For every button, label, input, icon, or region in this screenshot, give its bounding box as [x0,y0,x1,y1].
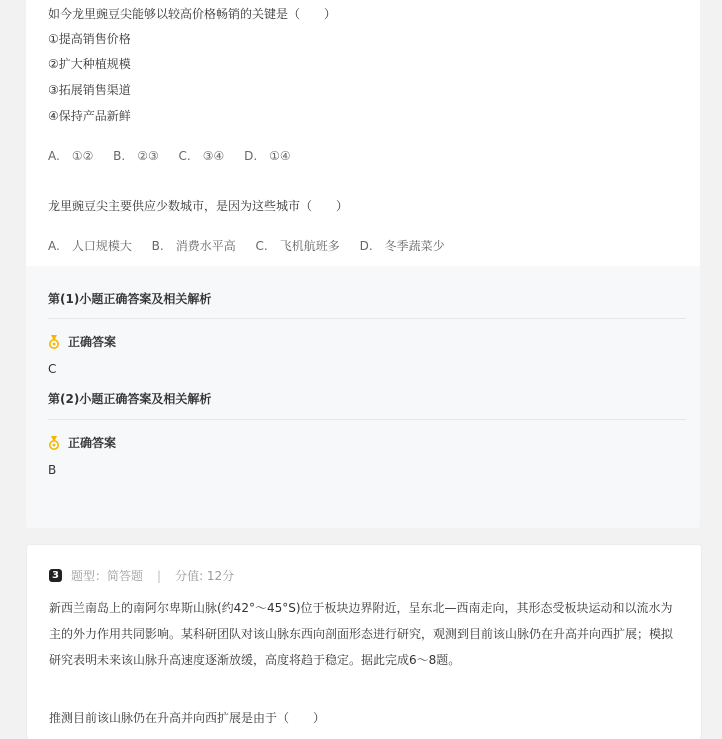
question-card-3 [26,544,702,739]
choice-letter: D. [244,149,258,163]
correct-answer-label: 正确答案 [68,436,117,450]
answer-panel [26,266,700,528]
question-stem-1: 如今龙里豌豆尖能够以较高价格畅销的关键是（ ） [48,7,337,21]
choice-letter: C. [255,239,268,253]
choice-d[interactable] [244,149,291,163]
medal-icon [48,335,60,349]
correct-answer-heading [48,434,116,451]
choice-text: 冬季蔬菜少 [384,239,445,253]
choice-text: 消费水平高 [175,239,236,253]
correct-answer-label: 正确答案 [68,335,117,349]
choice-letter: C. [178,149,191,163]
choice-b[interactable] [152,237,236,254]
medal-icon [48,436,60,450]
choice-letter: A. [48,239,60,253]
answer-title-1: 第(1)小题正确答案及相关解析 [48,292,212,306]
choice-text: 人口规模大 [71,239,132,253]
option-item: ①提高销售价格 [48,32,131,46]
sub-question-stem: 推测目前该山脉仍在升高并向西扩展是由于（ ） [49,711,326,725]
choice-list-2 [48,237,461,254]
choice-text: ①④ [269,149,291,163]
correct-answer-heading [48,333,116,350]
meta-separator: | [157,568,162,583]
question-meta [49,567,234,584]
choice-list-1 [48,149,307,163]
choice-d[interactable] [360,237,445,254]
choice-text: ①② [71,149,94,163]
choice-text: ③④ [202,149,225,163]
choice-letter: B. [151,239,164,253]
question-card-1 [26,0,700,528]
question-score: 分值: 12分 [175,569,235,583]
reading-passage: 新西兰南岛上的南阿尔卑斯山脉(约42°～45°S)位于板块边界附近，呈东北—西南走向，其形态受板块运动和以流水为主的外力作用共同影响。某科研团队对该山脉东西向剖面形态进行研究，观测到目前该山脉仍在升高并向西扩展；模拟研究表明未来该山脉升高速度逐渐放缓，高度将趋于稳定。据此完成6～8题。 [49,601,674,667]
choice-a[interactable] [48,237,132,254]
question-stem-2: 龙里豌豆尖主要供应少数城市，是因为这些城市（ ） [48,199,349,213]
choice-c[interactable] [256,237,340,254]
answer-value: B [48,463,57,477]
choice-text: 飞机航班多 [279,239,340,253]
answer-title-2: 第(2)小题正确答案及相关解析 [48,392,212,406]
choice-text: ②③ [137,149,159,163]
choice-letter: B. [113,149,126,163]
option-item: ④保持产品新鲜 [48,109,131,123]
answer-value: C [48,362,57,376]
choice-b[interactable] [113,149,159,163]
divider [48,419,686,420]
divider [48,318,686,319]
choice-letter: D. [359,239,373,253]
choice-letter: A. [48,149,60,163]
option-item: ②扩大种植规模 [48,57,131,71]
option-item: ③拓展销售渠道 [48,83,131,97]
question-type: 题型：简答题 [71,569,144,583]
choice-a[interactable] [48,149,93,163]
choice-c[interactable] [179,149,225,163]
question-number-badge: 3 [49,569,62,582]
